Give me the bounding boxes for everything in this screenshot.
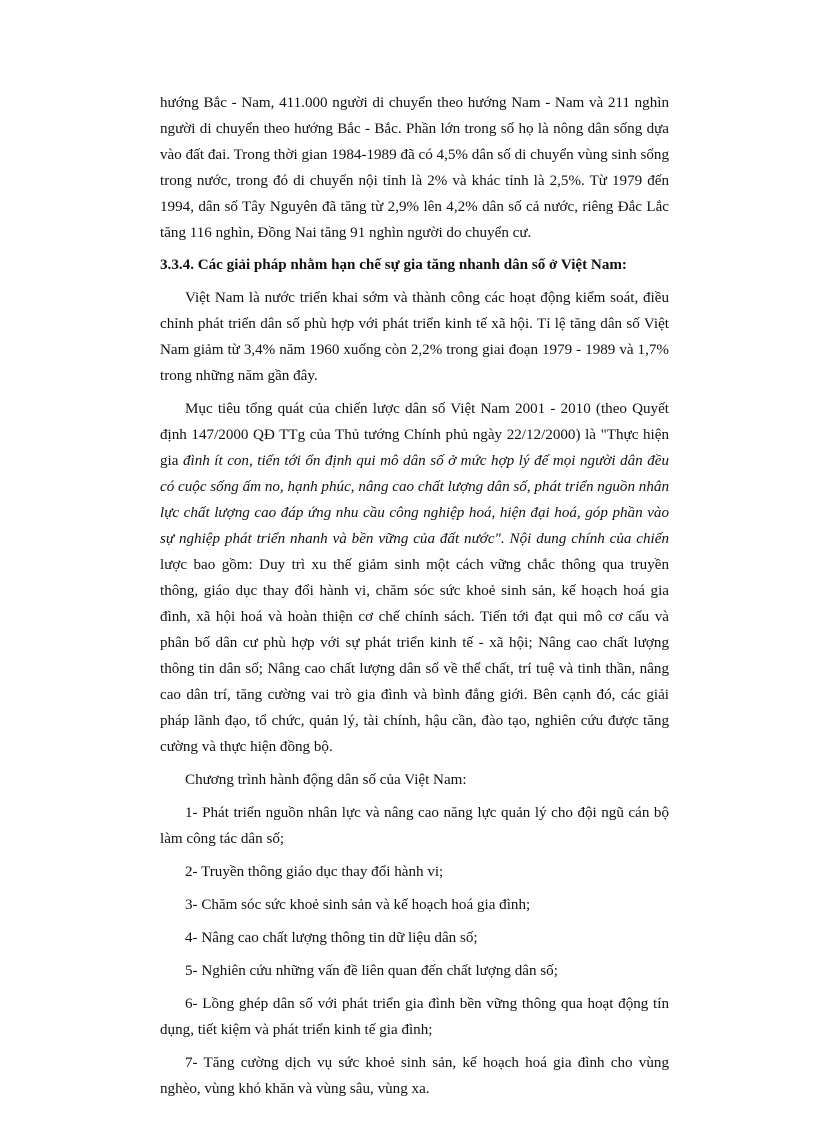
program-item-4: 4- Nâng cao chất lượng thông tin dữ liệu dân số; xyxy=(185,930,478,946)
program-intro: Chương trình hành động dân số của Việt Nam: xyxy=(185,772,467,788)
section-heading: 3.3.4. Các giải pháp nhằm hạn chế sự gia tăng nhanh dân số ở Việt Nam: xyxy=(160,257,627,273)
program-item-5: 5- Nghiên cứu những vấn đề liên quan đến chất lượng dân số; xyxy=(185,963,558,979)
strategy-quote-text: đình ít con, tiến tới ổn định qui mô dân số ở mức hợp lý để mọi người dân đều có cuộc sống ấm no, hạnh phúc, nâng cao chất lượng dân số, phát triển nguồn nhân lực chất lượng cao đáp ứng nhu cầu công nghiệp hoá, hiện đại hoá, góp phần vào sự nghiệp phát triển nhanh và bền vững của đất nước". Nội dung chính của chiến xyxy=(160,453,669,547)
paragraph-strategy-goal xyxy=(160,396,669,760)
program-item-6: 6- Lồng ghép dân số với phát triển gia đình bền vững thông qua hoạt động tín dụng, tiết kiệm và phát triển kinh tế gia đình; xyxy=(160,996,669,1038)
strategy-rest-text: lược bao gồm: Duy trì xu thế giảm sinh một cách vững chắc thông qua truyền thông, giáo dục thay đổi hành vi, chăm sóc sức khoẻ sinh sản, kế hoạch hoá gia đình, xã hội hoá và hoàn thiện cơ chế chính sách. Tiến tới đạt qui mô cơ cấu và phân bố dân cư phù hợp với sự phát triển kinh tế - xã hội; Nâng cao chất lượng thông tin dân số; Nâng cao chất lượng dân số về thể chất, trí tuệ và tinh thần, nâng cao dân trí, tăng cường vai trò gia đình và bình đẳng giới. Bên cạnh đó, các giải pháp lãnh đạo, tổ chức, quản lý, tài chính, hậu cần, đào tạo, nghiên cứu được tăng cường và thực hiện đồng bộ. xyxy=(160,557,669,755)
program-item-7: 7- Tăng cường dịch vụ sức khoẻ sinh sản, kế hoạch hoá gia đình cho vùng nghèo, vùng khó khăn và vùng sâu, vùng xa. xyxy=(160,1055,669,1097)
strategy-lead-text: Mục tiêu tổng quát của chiến lược dân số Việt Nam 2001 - 2010 (theo Quyết định 147/2000 QĐ TTg của Thủ tướng Chính phủ ngày 22/12/2000) là "Thực hiện gia xyxy=(160,401,669,469)
program-item-2: 2- Truyền thông giáo dục thay đổi hành vi; xyxy=(185,864,444,880)
intro-paragraph: hướng Bắc - Nam, 411.000 người di chuyển theo hướng Nam - Nam và 211 nghìn người di chuyển theo hướng Bắc - Bắc. Phần lớn trong số họ là nông dân sống dựa vào đất đai. Trong thời gian 1984-1989 đã có 4,5% dân số di chuyển vùng sinh sống trong nước, trong đó di chuyển nội tỉnh là 2% và khác tỉnh là 2,5%. Từ 1979 đến 1994, dân số Tây Nguyên đã tăng từ 2,9% lên 4,2% dân số cả nước, riêng Đắc Lắc tăng 116 nghìn, Đồng Nai tăng 91 nghìn người do chuyển cư. xyxy=(160,95,669,241)
program-item-3: 3- Chăm sóc sức khoẻ sinh sản và kế hoạch hoá gia đình; xyxy=(185,897,531,913)
paragraph-population-control: Việt Nam là nước triển khai sớm và thành công các hoạt động kiểm soát, điều chỉnh phát triển dân số phù hợp với phát triển kinh tế xã hội. Tỉ lệ tăng dân số Việt Nam giảm từ 3,4% năm 1960 xuống còn 2,2% trong giai đoạn 1979 - 1989 và 1,7% trong những năm gần đây. xyxy=(160,290,669,384)
program-item-1: 1- Phát triển nguồn nhân lực và nâng cao năng lực quản lý cho đội ngũ cán bộ làm công tác dân số; xyxy=(160,805,669,847)
document-page xyxy=(160,90,669,1109)
